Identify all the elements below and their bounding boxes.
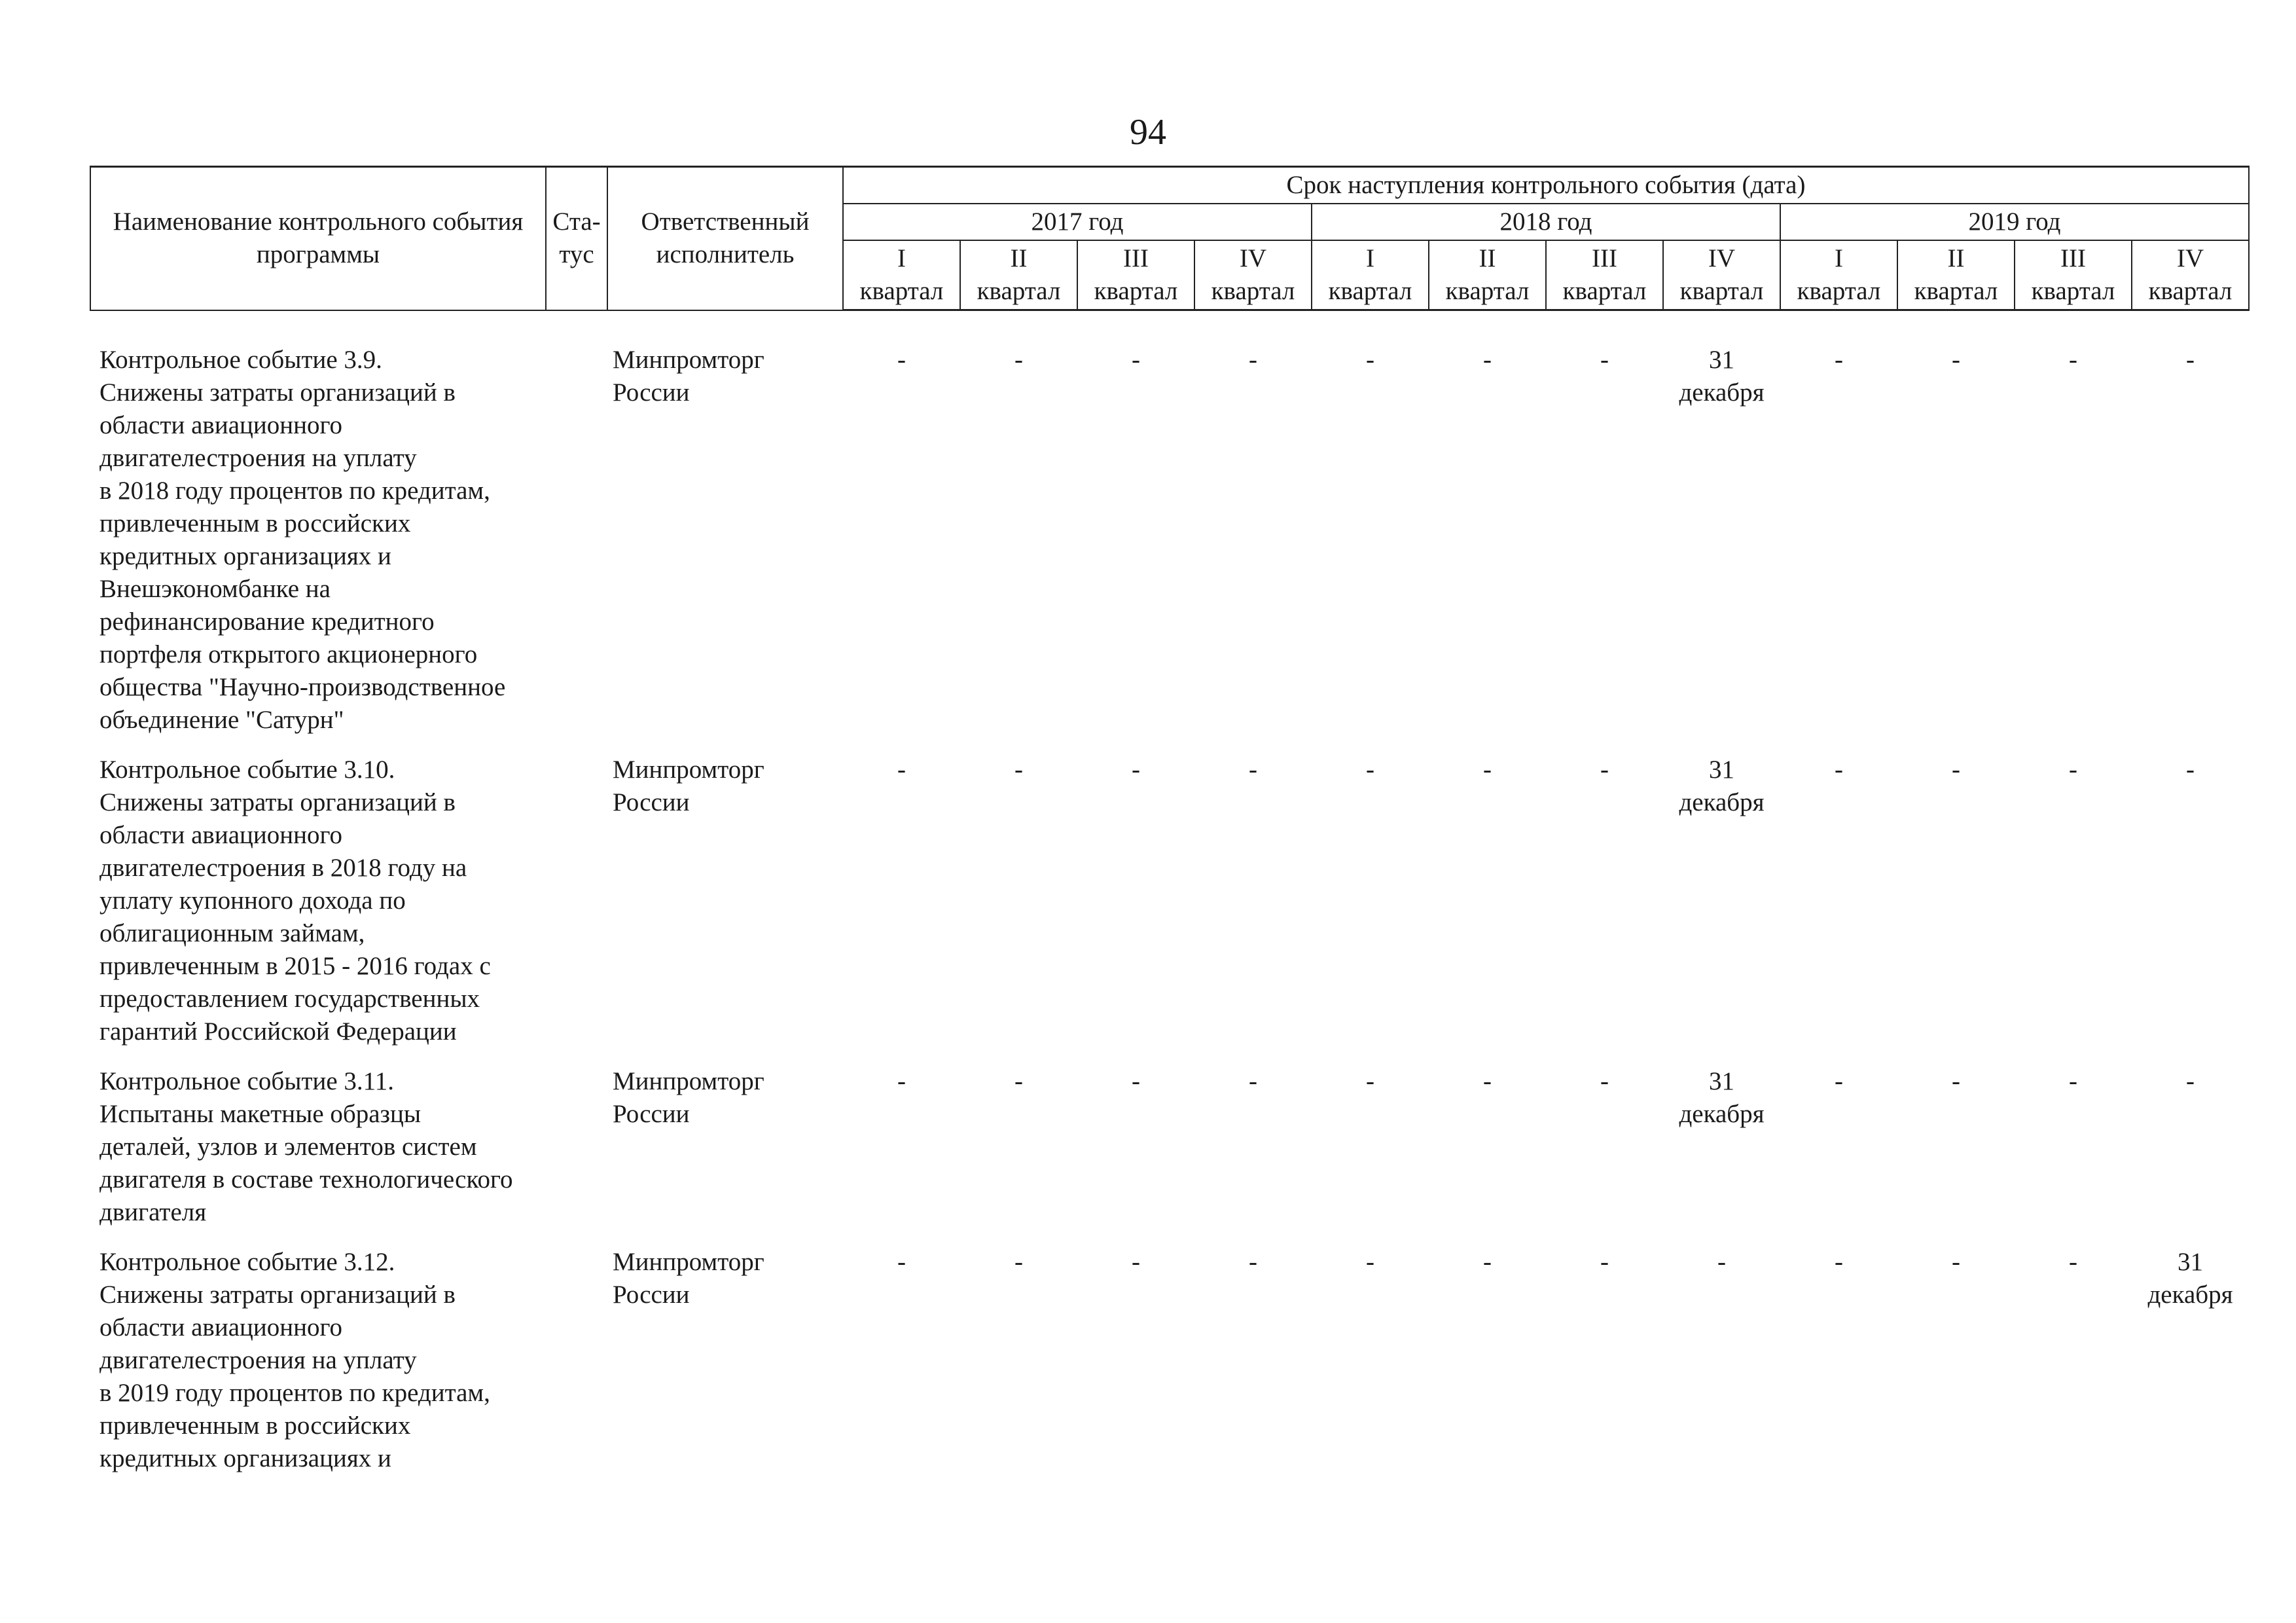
quarter-date: - <box>1132 755 1140 784</box>
quarter-date: - <box>1600 1067 1609 1095</box>
quarter-date: - <box>1366 755 1374 784</box>
quarter-header: III квартал <box>1546 240 1663 310</box>
quarter-date: - <box>2186 755 2195 784</box>
quarter-date: - <box>1483 755 1492 784</box>
quarter-date: - <box>1249 1247 1257 1276</box>
quarter-date: 31 декабря <box>1679 755 1765 816</box>
quarter-date: - <box>1249 346 1257 374</box>
quarter-date: - <box>1835 755 1843 784</box>
header-deadline: Срок наступления контрольного события (дата) <box>843 167 2249 204</box>
quarter-date: - <box>1483 346 1492 374</box>
quarter-header: I квартал <box>1780 240 1897 310</box>
table-body <box>90 310 2249 1492</box>
event-name: Контрольное событие 3.11. Испытаны макетные образцы деталей, узлов и элементов систем двигателя в составе технологического двигателя <box>99 1067 513 1226</box>
quarter-date: 31 декабря <box>1679 1067 1765 1128</box>
quarter-date: - <box>1600 755 1609 784</box>
quarter-date: - <box>1483 1247 1492 1276</box>
quarter-date: - <box>1014 346 1023 374</box>
quarter-date: - <box>1600 1247 1609 1276</box>
table-row <box>90 1065 2249 1246</box>
quarter-header: IV квартал <box>1194 240 1312 310</box>
quarter-date: - <box>1249 1067 1257 1095</box>
header-year-2019: 2019 год <box>1780 204 2249 240</box>
quarter-date: - <box>1483 1067 1492 1095</box>
quarter-date: - <box>2069 346 2077 374</box>
header-year-2018: 2018 год <box>1312 204 1780 240</box>
quarter-date: - <box>1952 755 1960 784</box>
quarter-date: - <box>1366 1247 1374 1276</box>
quarter-date: - <box>2069 1067 2077 1095</box>
quarter-date: - <box>1952 1067 1960 1095</box>
quarter-date: - <box>2186 1067 2195 1095</box>
quarter-date: - <box>897 1247 906 1276</box>
event-status <box>546 754 607 1065</box>
quarter-date: - <box>1717 1247 1726 1276</box>
quarter-date: 31 декабря <box>1679 346 1765 407</box>
quarter-header: II квартал <box>1897 240 2015 310</box>
quarter-date: - <box>897 755 906 784</box>
event-status <box>546 310 607 754</box>
quarter-header: II квартал <box>960 240 1077 310</box>
quarter-date: - <box>2069 1247 2077 1276</box>
quarter-date: - <box>2069 755 2077 784</box>
header-year-2017: 2017 год <box>843 204 1312 240</box>
quarter-date: - <box>1835 346 1843 374</box>
table-row <box>90 310 2249 754</box>
control-events-table <box>90 166 2250 1492</box>
quarter-header: IV квартал <box>2132 240 2249 310</box>
event-name: Контрольное событие 3.9. Снижены затраты организаций в области авиационного двигателестроения на уплату в 2018 году процентов по кредитам, привлеченным в российских кредитных организациях и Внешэкономбанке на рефинансирование кредитного портфеля открытого акционерного общества "Научно-производственное объединение "Сатурн" <box>99 345 506 734</box>
quarter-header: IV квартал <box>1663 240 1780 310</box>
quarter-date: - <box>1014 1067 1023 1095</box>
event-status <box>546 1246 607 1492</box>
quarter-date: - <box>1132 1247 1140 1276</box>
event-executor: Минпромторг России <box>613 1067 764 1128</box>
quarter-date: - <box>1952 346 1960 374</box>
quarter-date: 31 декабря <box>2147 1247 2233 1309</box>
header-executor: Ответственный исполнитель <box>607 167 843 310</box>
quarter-date: - <box>2186 346 2195 374</box>
quarter-header: III квартал <box>1077 240 1194 310</box>
quarter-header: II квартал <box>1429 240 1546 310</box>
quarter-header: III квартал <box>2015 240 2132 310</box>
table-header <box>90 167 2249 310</box>
quarter-date: - <box>897 346 906 374</box>
quarter-date: - <box>1132 346 1140 374</box>
quarter-header: I квартал <box>1312 240 1429 310</box>
header-event-name: Наименование контрольного события программы <box>90 167 546 310</box>
event-name: Контрольное событие 3.10. Снижены затраты организаций в области авиационного двигателестроения в 2018 году на уплату купонного дохода по облигационным займам, привлеченным в 2015 - 2016 годах с предоставлением государственных гарантий Российской Федерации <box>99 755 491 1046</box>
quarter-date: - <box>1835 1067 1843 1095</box>
event-name: Контрольное событие 3.12. Снижены затраты организаций в области авиационного двигателестроения на уплату в 2019 году процентов по кредитам, привлеченным в российских кредитных организациях и <box>99 1247 490 1472</box>
quarter-header: I квартал <box>843 240 960 310</box>
event-status <box>546 1065 607 1246</box>
quarter-date: - <box>897 1067 906 1095</box>
table-row <box>90 754 2249 1065</box>
event-executor: Минпромторг России <box>613 345 764 407</box>
event-executor: Минпромторг России <box>613 755 764 816</box>
quarter-date: - <box>1952 1247 1960 1276</box>
quarter-date: - <box>1132 1067 1140 1095</box>
page-number: 94 <box>1130 112 1166 153</box>
quarter-date: - <box>1600 346 1609 374</box>
event-executor: Минпромторг России <box>613 1247 764 1309</box>
quarter-date: - <box>1014 1247 1023 1276</box>
quarter-date: - <box>1366 1067 1374 1095</box>
header-status: Ста- тус <box>546 167 607 310</box>
quarter-date: - <box>1249 755 1257 784</box>
table-row <box>90 1246 2249 1492</box>
quarter-date: - <box>1366 346 1374 374</box>
quarter-date: - <box>1014 755 1023 784</box>
quarter-date: - <box>1835 1247 1843 1276</box>
